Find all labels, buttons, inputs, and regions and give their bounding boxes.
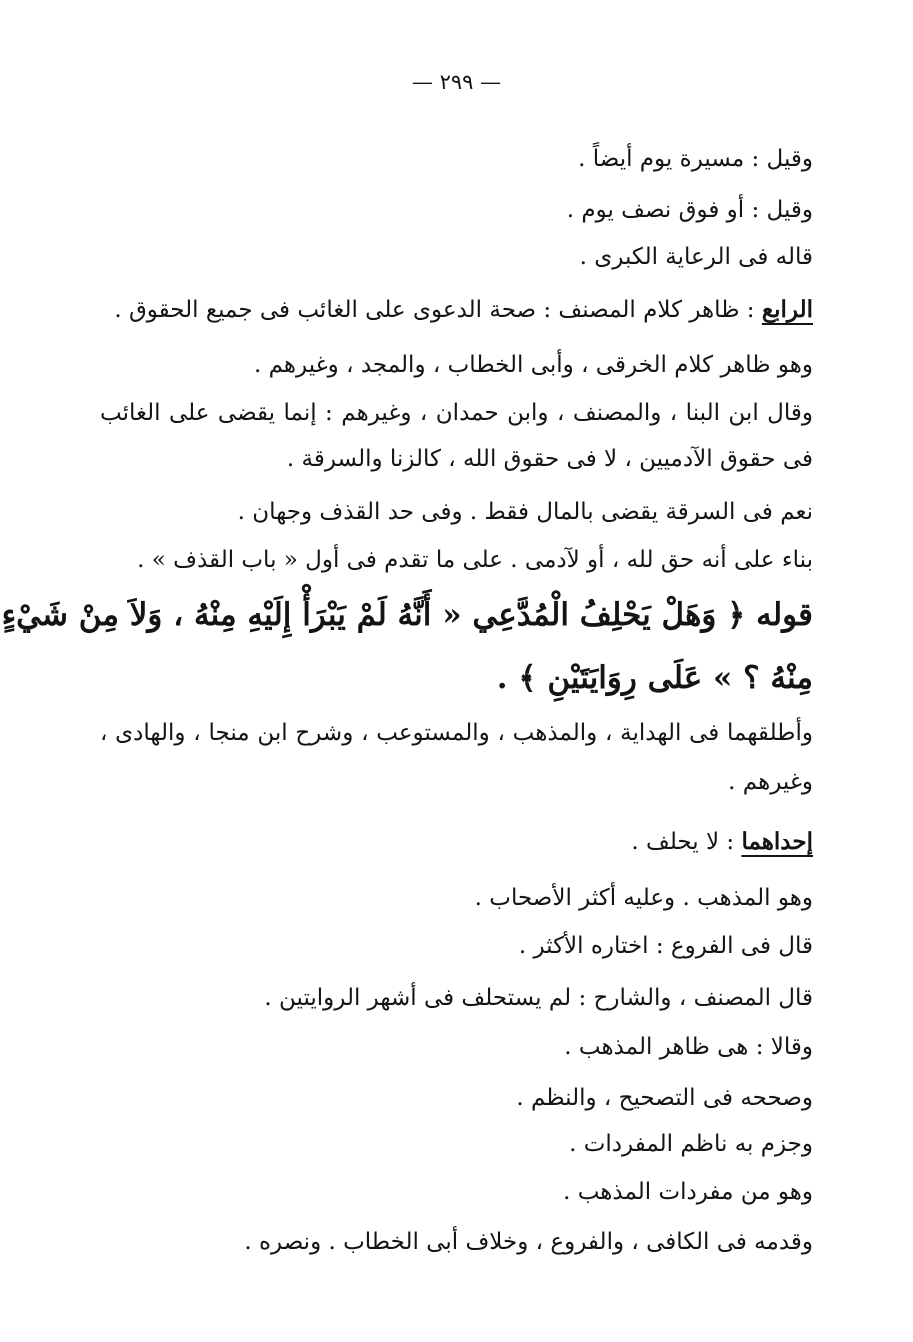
text-line: وقالا : هى ظاهر المذهب . bbox=[564, 1034, 813, 1060]
text-line: نعم فى السرقة يقضى بالمال فقط . وفى حد القذف وجهان . bbox=[237, 499, 813, 525]
text-line: وهو من مفردات المذهب . bbox=[563, 1179, 813, 1205]
text-line: وقيل : مسيرة يوم أيضاً . bbox=[578, 146, 813, 172]
text-line: الرابع : ظاهر كلام المصنف : صحة الدعوى على الغائب فى جميع الحقوق . bbox=[114, 296, 813, 323]
text-line: وقال ابن البنا ، والمصنف ، وابن حمدان ، وغيرهم : إنما يقضى على الغائب bbox=[100, 400, 813, 426]
text-line: وغيرهم . bbox=[728, 769, 813, 795]
text-line: وصححه فى التصحيح ، والنظم . bbox=[516, 1085, 813, 1111]
heading-qawluh: قوله bbox=[756, 597, 813, 633]
line-body: : لا يحلف . bbox=[631, 829, 735, 855]
text-line: مِنْهُ ؟ » عَلَى رِوَايَتَيْنِ ﴾ . bbox=[496, 660, 813, 696]
text-line bbox=[631, 825, 813, 859]
text-line: وأطلقهما فى الهداية ، والمذهب ، والمستوعب ، وشرح ابن منجا ، والهادى ، bbox=[100, 720, 813, 746]
text-line: قال المصنف ، والشارح : لم يستحلف فى أشهر الروايتين . bbox=[264, 985, 813, 1011]
text-line: قال فى الفروع : اختاره الأكثر . bbox=[518, 933, 813, 959]
text-line: وهو المذهب . وعليه أكثر الأصحاب . bbox=[474, 885, 813, 911]
line-body: ظاهر كلام المصنف : صحة الدعوى على الغائب فى جميع الحقوق . bbox=[114, 297, 740, 323]
text-line: وقدمه فى الكافى ، والفروع ، وخلاف أبى الخطاب . ونصره . bbox=[244, 1229, 813, 1255]
text-line: وقيل : أو فوق نصف يوم . bbox=[566, 197, 813, 223]
text-line: بناء على أنه حق لله ، أو لآدمى . على ما تقدم فى أول « باب القذف » . bbox=[137, 547, 813, 573]
text-line: قاله فى الرعاية الكبرى . bbox=[579, 244, 813, 270]
quran-text: ﴿ وَهَلْ يَحْلِفُ الْمُدَّعِي « أَنَّهُ لَمْ يَبْرَأْ إِلَيْهِ مِنْهُ ، وَلاَ مِنْ شَيْءٍ bbox=[1, 597, 746, 633]
text-line: فى حقوق الآدميين ، لا فى حقوق الله ، كالزنا والسرقة . bbox=[286, 446, 813, 472]
page-number: — ٢٩٩ — bbox=[411, 70, 502, 94]
text-line: وهو ظاهر كلام الخرقى ، وأبى الخطاب ، والمجد ، وغيرهم . bbox=[253, 352, 813, 378]
heading-first: إحداهما bbox=[741, 828, 813, 855]
text-line: وجزم به ناظم المفردات . bbox=[569, 1131, 813, 1157]
heading-fourth: الرابع bbox=[761, 296, 813, 323]
text-line bbox=[1, 594, 813, 636]
